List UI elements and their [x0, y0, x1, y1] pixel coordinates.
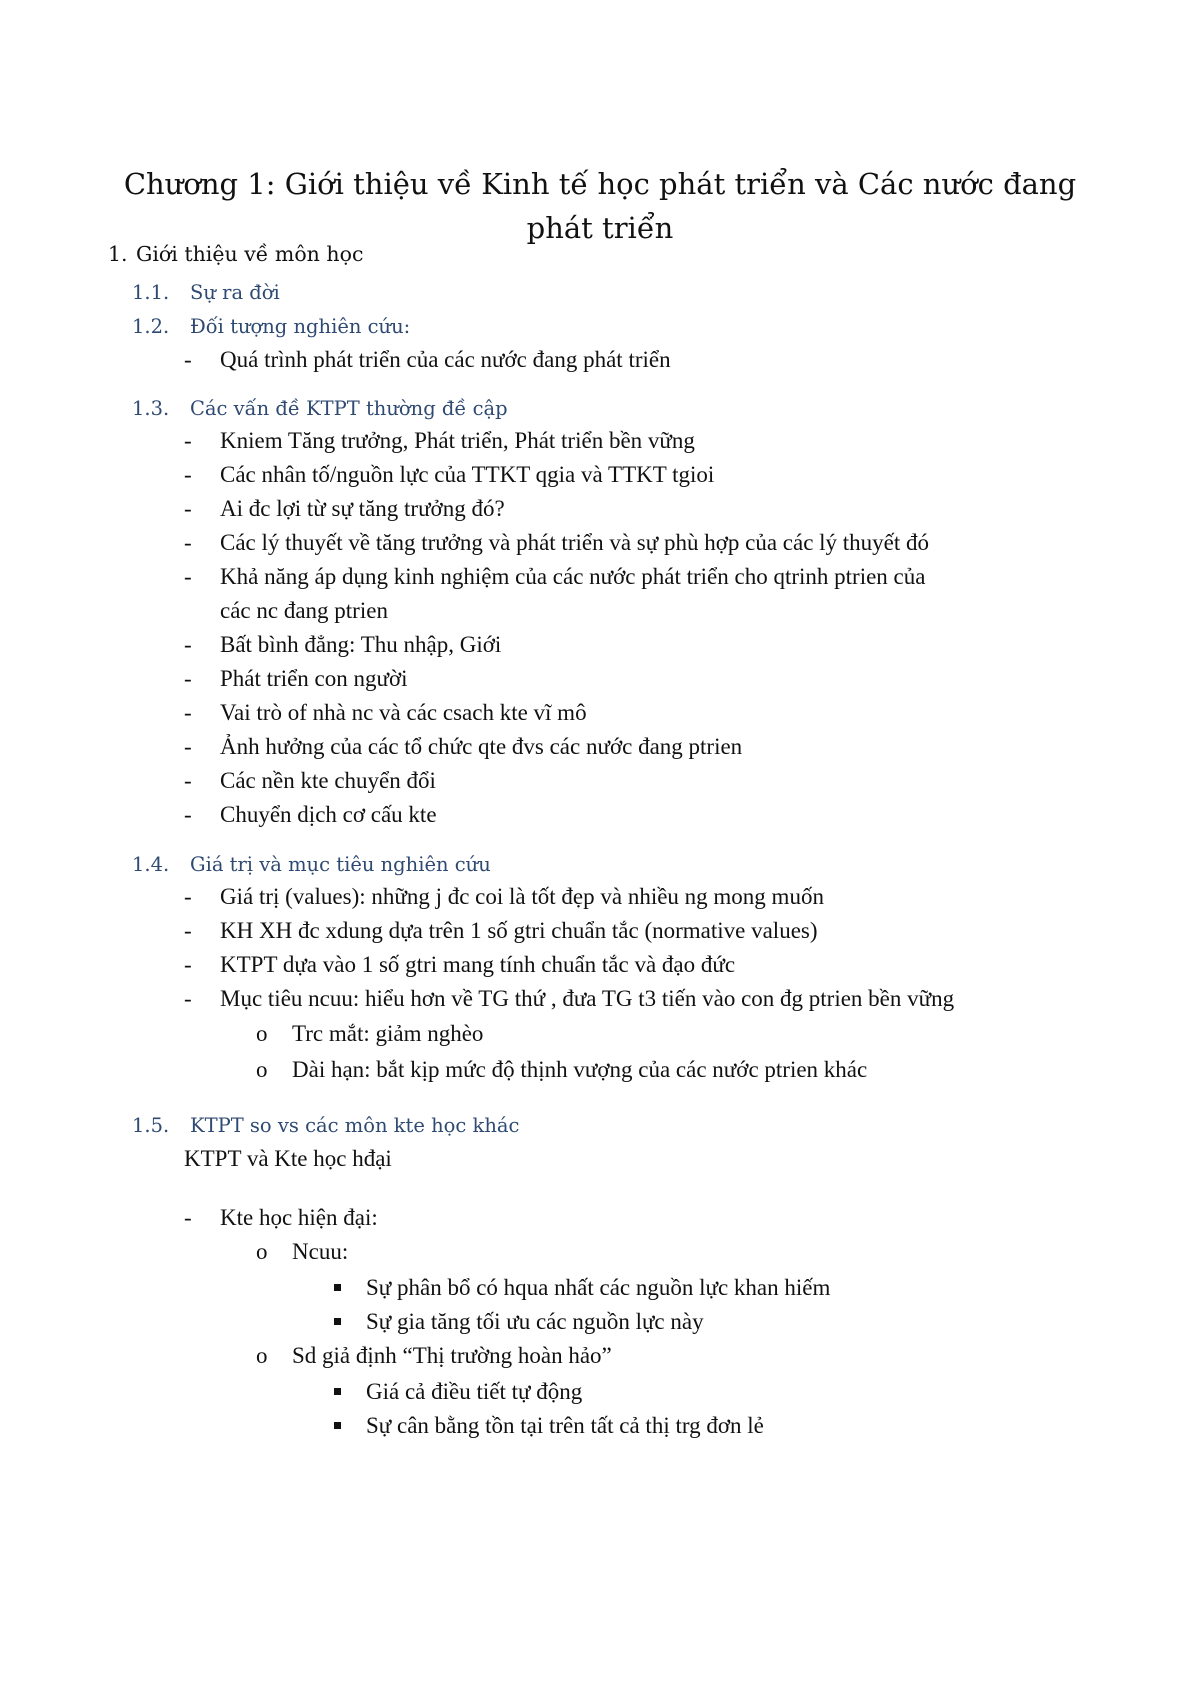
- dash-bullet: -: [184, 768, 192, 793]
- section-number: 1.: [108, 242, 128, 266]
- section-number: 1.3.: [132, 397, 170, 420]
- section-label: KTPT so vs các môn kte học khác: [190, 1114, 520, 1137]
- section-1-heading: [108, 242, 364, 266]
- list-item-text: Bất bình đẳng: Thu nhập, Giới: [220, 632, 502, 657]
- dash-bullet: -: [184, 1205, 192, 1230]
- dash-bullet: -: [184, 884, 192, 909]
- list-item-text: Vai trò of nhà nc và các csach kte vĩ mô: [220, 700, 587, 725]
- list-item: [184, 918, 818, 944]
- list-item-text: Các nhân tố/nguồn lực của TTKT qgia và TTKT tgioi: [220, 462, 715, 487]
- list-item-text: Phát triển con người: [220, 666, 408, 691]
- dash-bullet: -: [184, 564, 192, 589]
- list-item-text: Ncuu:: [292, 1239, 349, 1264]
- list-item-text: Khả năng áp dụng kinh nghiệm của các nước phát triển cho qtrinh ptrien của: [220, 564, 926, 589]
- circle-bullet: o: [256, 1021, 268, 1046]
- sub-list-item: [256, 1057, 868, 1083]
- list-item: [184, 700, 587, 726]
- list-item-text: Quá trình phát triển của các nước đang phát triển: [220, 347, 671, 372]
- list-item-text: Sự phân bổ có hqua nhất các nguồn lực khan hiếm: [366, 1275, 831, 1300]
- section-number: 1.2.: [132, 315, 170, 338]
- list-item-text: Ảnh hưởng của các tổ chức qte đvs các nước đang ptrien: [220, 734, 743, 759]
- list-item-text: KH XH đc xdung dựa trên 1 số gtri chuẩn tắc (normative values): [220, 918, 818, 943]
- square-bullet-icon: [334, 1388, 341, 1395]
- list-item-text: Dài hạn: bắt kịp mức độ thịnh vượng của các nước ptrien khác: [292, 1057, 868, 1082]
- list-item: [184, 530, 930, 556]
- dash-bullet: -: [184, 496, 192, 521]
- dash-bullet: -: [184, 462, 192, 487]
- section-number: 1.1.: [132, 281, 170, 304]
- section-1-2-heading: [132, 315, 411, 338]
- dash-bullet: -: [184, 700, 192, 725]
- dash-bullet: -: [184, 347, 192, 372]
- section-label: Đối tượng nghiên cứu:: [190, 315, 411, 338]
- dash-bullet: -: [184, 986, 192, 1011]
- list-item-text: Mục tiêu ncuu: hiểu hơn về TG thứ , đưa TG t3 tiến vào con đg ptrien bền vững: [220, 986, 955, 1011]
- sub-list-item: [256, 1239, 349, 1265]
- dash-bullet: -: [184, 918, 192, 943]
- section-label: Giới thiệu về môn học: [136, 242, 364, 266]
- list-item-text: Các nền kte chuyển đổi: [220, 768, 436, 793]
- list-item: [184, 347, 671, 373]
- list-item-text: Sự gia tăng tối ưu các nguồn lực này: [366, 1309, 704, 1334]
- page-title: Chương 1: Giới thiệu về Kinh tế học phát triển và Các nước đang phát triển: [123, 167, 1077, 245]
- sub-list-item: [256, 1343, 612, 1369]
- list-item: [184, 564, 926, 590]
- list-item: [184, 1205, 378, 1231]
- list-item: [184, 986, 955, 1012]
- list-item-text: Các lý thuyết về tăng trưởng và phát triển và sự phù hợp của các lý thuyết đó: [220, 530, 930, 555]
- section-number: 1.4.: [132, 853, 170, 876]
- dash-bullet: -: [184, 802, 192, 827]
- list-item: [184, 462, 715, 488]
- list-item-text: Kniem Tăng trưởng, Phát triển, Phát triển bền vững: [220, 428, 695, 453]
- dash-bullet: -: [184, 734, 192, 759]
- section-label: Sự ra đời: [190, 281, 280, 304]
- sub-list-item: [256, 1021, 484, 1047]
- list-item-text: Giá cả điều tiết tự động: [366, 1379, 583, 1404]
- list-item-text: Chuyển dịch cơ cấu kte: [220, 802, 437, 827]
- section-number: 1.5.: [132, 1114, 170, 1137]
- list-item-text: Giá trị (values): những j đc coi là tốt đẹp và nhiều ng mong muốn: [220, 884, 824, 909]
- section-1-3-heading: [132, 397, 508, 420]
- list-item: [184, 428, 695, 454]
- list-item: [184, 496, 505, 522]
- square-bullet-icon: [334, 1284, 341, 1291]
- circle-bullet: o: [256, 1057, 268, 1082]
- list-item: [184, 952, 736, 978]
- list-item-text: Sd giả định “Thị trường hoàn hảo”: [292, 1343, 612, 1368]
- list-item: [184, 802, 437, 828]
- list-item-text: Kte học hiện đại:: [220, 1205, 378, 1230]
- dash-bullet: -: [184, 428, 192, 453]
- list-item-text: Ai đc lợi từ sự tăng trưởng đó?: [220, 496, 505, 521]
- list-item-text: KTPT dựa vào 1 số gtri mang tính chuẩn tắc và đạo đức: [220, 952, 736, 977]
- section-1-4-heading: [132, 853, 491, 876]
- circle-bullet: o: [256, 1239, 268, 1264]
- section-1-1-heading: [132, 281, 280, 304]
- section-label: Giá trị và mục tiêu nghiên cứu: [190, 853, 491, 876]
- list-item-continuation: các nc đang ptrien: [220, 598, 388, 623]
- circle-bullet: o: [256, 1343, 268, 1368]
- section-1-5-heading: [132, 1114, 520, 1137]
- square-bullet-icon: [334, 1318, 341, 1325]
- dash-bullet: -: [184, 632, 192, 657]
- list-item: [184, 734, 743, 760]
- list-item: [184, 666, 408, 692]
- dash-bullet: -: [184, 952, 192, 977]
- dash-bullet: -: [184, 530, 192, 555]
- paragraph: KTPT và Kte học hđại: [184, 1146, 392, 1171]
- list-item: [184, 884, 824, 910]
- section-label: Các vấn đề KTPT thường đề cập: [190, 397, 508, 420]
- dash-bullet: -: [184, 666, 192, 691]
- list-item-text: Trc mắt: giảm nghèo: [292, 1021, 484, 1046]
- list-item: [184, 632, 502, 658]
- list-item: [184, 768, 436, 794]
- square-bullet-icon: [334, 1422, 341, 1429]
- list-item-text: Sự cân bằng tồn tại trên tất cả thị trg đơn lẻ: [366, 1413, 764, 1438]
